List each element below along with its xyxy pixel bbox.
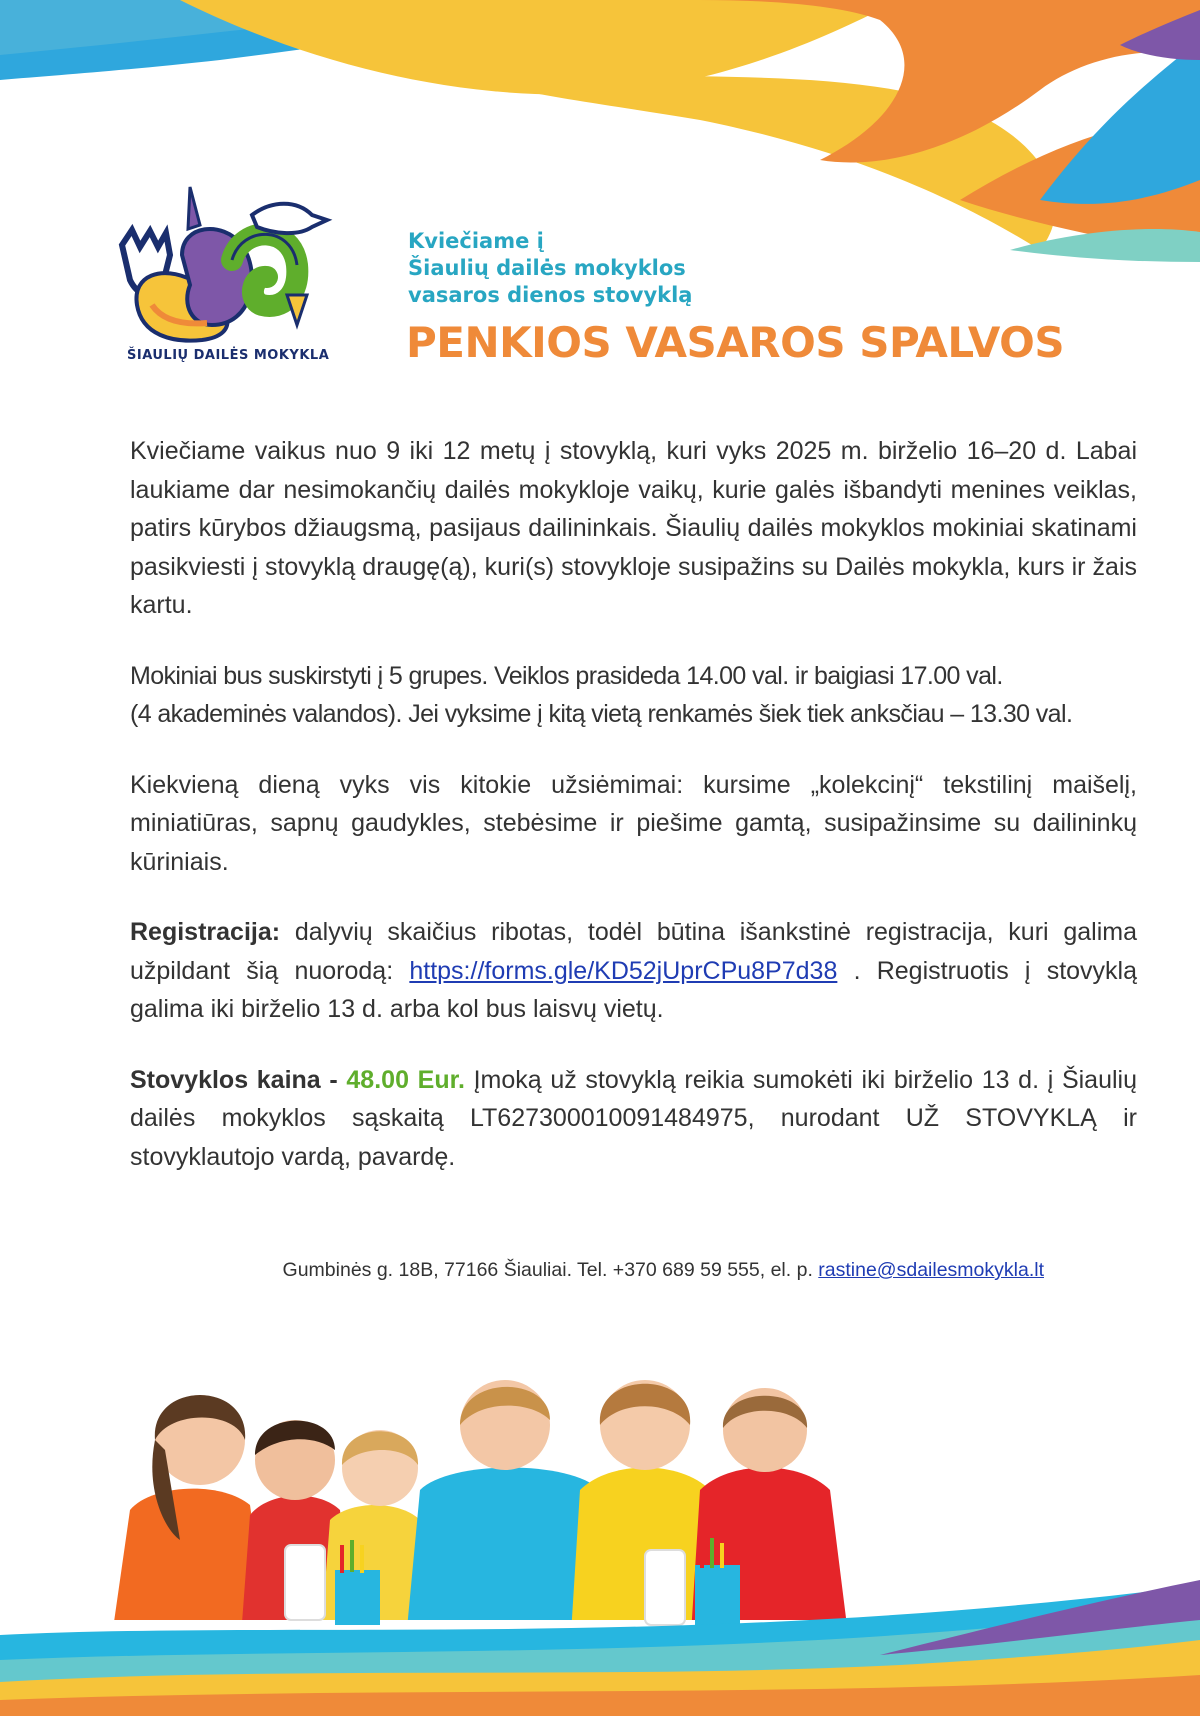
address-text: Gumbinės g. 18B, 77166 Šiauliai. Tel. +370 689 59 555, el. p. [282, 1259, 819, 1281]
registration-text-end: . Registruotis į stovyklą galima iki birželio 13 d. arba kol bus laisvų vietų. [130, 956, 1137, 1023]
schedule-line: Mokiniai bus suskirstyti į 5 grupes. Veiklos prasideda 14.00 val. ir baigiasi 17.00 val. [130, 661, 1003, 690]
bottom-wave-decoration [0, 1560, 1200, 1716]
school-logo [112, 185, 337, 370]
price-paragraph [130, 1061, 1137, 1177]
invite-line: Kviečiame į [408, 229, 544, 253]
price-value: 48.00 Eur. [346, 1065, 465, 1094]
snail-brush-pen-logo-icon [122, 187, 327, 341]
invite-line: Šiaulių dailės mokyklos [408, 256, 686, 280]
main-content [130, 432, 1137, 1208]
schedule-paragraph [130, 657, 1137, 734]
price-label: Stovyklos kaina - [130, 1065, 347, 1094]
registration-text: dalyvių skaičius ribotas, todėl būtina išankstinė registracija, kuri galima užpildant šią nuorodą: [130, 918, 1137, 985]
invitation-heading [408, 228, 692, 309]
registration-link[interactable]: https://forms.gle/KD52jUprCPu8P7d38 [409, 956, 838, 985]
activities-paragraph: Kiekvieną dieną vyks vis kitokie užsiėmimai: kursime „kolekcinį“ tekstilinį maišelį, miniatiūras, sapnų gaudykles, stebėsime ir piešime gamtą, susipažinsime su dailininkų kūriniais. [130, 770, 1137, 876]
schedule-line: (4 akademinės valandos). Jei vyksime į kitą vietą renkamės šiek tiek anksčiau – 13.30 val. [130, 700, 1073, 728]
registration-label: Registracija: [130, 918, 281, 946]
invite-line: vasaros dienos stovyklą [408, 283, 693, 307]
intro-paragraph: Kviečiame vaikus nuo 9 iki 12 metų į stovyklą, kuri vyks 2025 m. birželio 16–20 d. Labai laukiame dar nesimokančių dailės mokykloje vaikų, kurie galės išbandyti menines veiklas, patirs kūrybos džiaugsmą, pasijaus dailininkais. Šiaulių dailės mokyklos mokiniai skatinami pasikviesti į stovyklą draugę(ą), kuri(s) stovykloje susipažins su Dailės mokykla, kurs ir žais kartu. [130, 437, 1137, 619]
registration-paragraph [130, 913, 1137, 1029]
email-link[interactable]: rastine@sdailesmokykla.lt [818, 1259, 1044, 1281]
camp-title: PENKIOS VASAROS SPALVOS [406, 318, 1065, 367]
price-text: Įmoką už stovyklą reikia sumokėti iki birželio 13 d. į Šiaulių dailės mokyklos sąskaitą LT627300010091484975, nurodant UŽ STOVYKLĄ ir stovyklautojo vardą, pavardę. [130, 1065, 1137, 1171]
contact-footer [283, 1259, 1044, 1282]
logo-wordmark: ŠIAULIŲ DAILĖS MOKYKLA [127, 348, 330, 363]
